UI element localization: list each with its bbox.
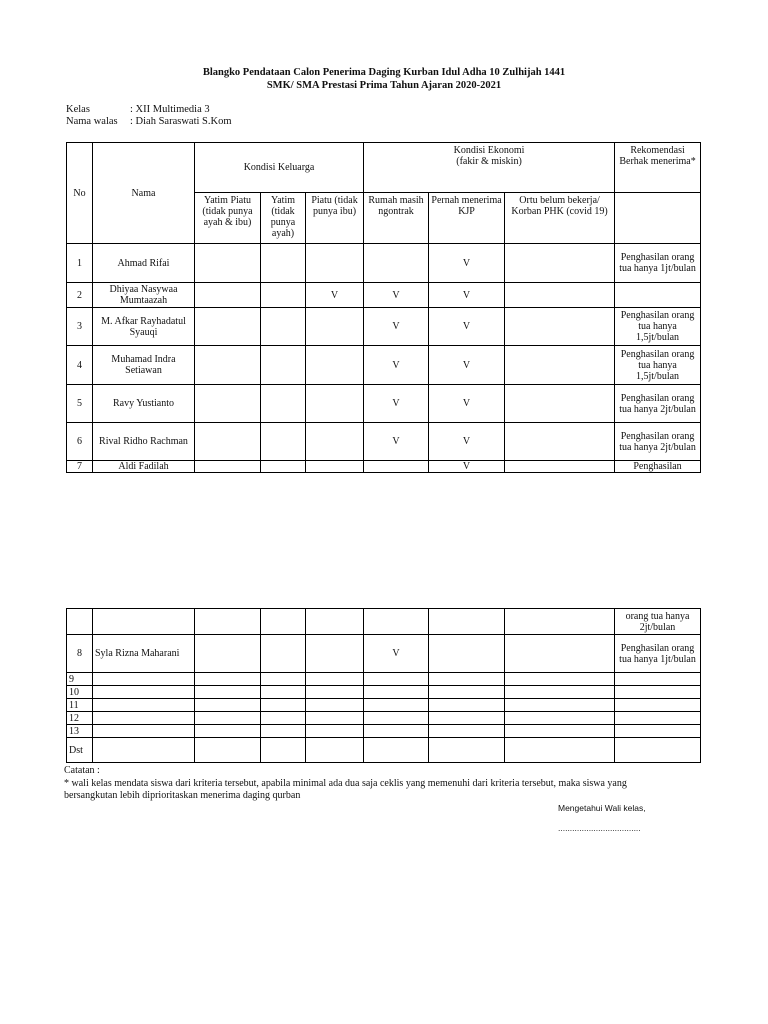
kelas-label: Kelas [66,104,90,115]
walas-value: : Diah Saraswati S.Kom [130,116,232,127]
row-rekomendasi: Penghasilan orang tua hanya 2jt/bulan [615,423,701,461]
row-kjp [429,699,505,712]
table-row [67,699,701,712]
header-rekomendasi: Rekomendasi Berhak menerima* [615,143,701,193]
row-ortu [505,283,615,308]
row-nama: Ravy Yustianto [93,385,195,423]
row-no: 1 [67,244,93,283]
row-ortu [505,423,615,461]
row-ortu [505,699,615,712]
table-row-continued [67,609,701,635]
row-yatim [261,346,306,385]
row-piatu [306,673,364,686]
row-rekomendasi: Penghasilan orang tua hanya 1,5jt/bulan [615,308,701,346]
header-no: No [67,143,93,244]
row-yatim-piatu [195,699,261,712]
row-yatim [261,283,306,308]
header-kondisi-ekonomi-line1: Kondisi Ekonomi [453,145,525,156]
row-no: 3 [67,308,93,346]
row-yatim-piatu [195,308,261,346]
page1-rows [67,244,701,473]
row-rumah: V [364,308,429,346]
table-row [67,346,701,385]
row-yatim-piatu [195,385,261,423]
row-yatim [261,244,306,283]
row-kjp [429,738,505,763]
row-yatim-piatu [195,635,261,673]
row-nama [93,712,195,725]
row-nama: Syla Rizna Maharani [93,635,195,673]
row-ortu [505,461,615,473]
row-piatu [306,423,364,461]
row-kjp: V [429,461,505,473]
header-nama: Nama [93,143,195,244]
row-yatim-piatu [195,423,261,461]
row-rekomendasi [615,699,701,712]
row-piatu [306,244,364,283]
row-rekomendasi [615,738,701,763]
row-yatim [261,738,306,763]
table-row [67,423,701,461]
header-kondisi-ekonomi-line2: (fakir & miskin) [456,156,522,167]
row-yatim-piatu [195,244,261,283]
row-kjp: V [429,283,505,308]
rekomendasi-cell-continued: orang tua hanya 2jt/bulan [615,609,701,635]
row-rumah: V [364,635,429,673]
notes-text-line2: bersangkutan lebih diprioritaskan menerima daging qurban [64,790,301,801]
row-no: 4 [67,346,93,385]
row-nama: Aldi Fadilah [93,461,195,473]
row-piatu [306,686,364,699]
row-kjp: V [429,308,505,346]
table-row [67,635,701,673]
row-ortu [505,308,615,346]
kelas-value: : XII Multimedia 3 [130,104,210,115]
table-row [67,725,701,738]
row-rumah: V [364,346,429,385]
row-yatim [261,635,306,673]
table-row [67,461,701,473]
row-nama [93,699,195,712]
doc-title-line2: SMK/ SMA Prestasi Prima Tahun Ajaran 2020-2021 [266,80,502,91]
row-nama [93,673,195,686]
row-yatim [261,712,306,725]
header-kjp: Pernah menerima KJP [429,193,505,244]
row-rumah: V [364,283,429,308]
row-rekomendasi [615,712,701,725]
row-rekomendasi: Penghasilan orang tua hanya 2jt/bulan [615,385,701,423]
row-ortu [505,738,615,763]
row-yatim [261,725,306,738]
row-rumah [364,461,429,473]
row-ortu [505,385,615,423]
row-rumah [364,244,429,283]
row-nama [93,738,195,763]
row-no: 11 [67,699,93,712]
header-rek-blank [615,193,701,244]
recipient-table-page2 [66,608,701,763]
row-yatim-piatu [195,738,261,763]
row-ortu [505,635,615,673]
row-ortu [505,673,615,686]
row-kjp: V [429,244,505,283]
row-rekomendasi: Penghasilan [615,461,701,473]
row-yatim [261,423,306,461]
row-nama: M. Afkar Rayhadatul Syauqi [93,308,195,346]
row-yatim-piatu [195,712,261,725]
row-yatim-piatu [195,346,261,385]
row-nama [93,725,195,738]
row-nama: Rival Ridho Rachman [93,423,195,461]
header-kondisi-keluarga: Kondisi Keluarga [195,143,364,193]
table-row [67,244,701,283]
table-row [67,673,701,686]
row-no: 5 [67,385,93,423]
header-rumah: Rumah masih ngontrak [364,193,429,244]
row-rumah [364,712,429,725]
row-no: 13 [67,725,93,738]
row-piatu [306,461,364,473]
row-ortu [505,244,615,283]
header-piatu: Piatu (tidak punya ibu) [306,193,364,244]
signature-label: Mengetahui Wali kelas, [558,803,646,813]
row-kjp [429,686,505,699]
table-row [67,385,701,423]
row-piatu [306,725,364,738]
row-piatu [306,712,364,725]
table-row [67,738,701,763]
row-no: 8 [67,635,93,673]
row-rekomendasi [615,686,701,699]
row-rekomendasi [615,673,701,686]
row-kjp [429,725,505,738]
row-rekomendasi [615,283,701,308]
row-ortu [505,712,615,725]
row-rumah [364,699,429,712]
row-ortu [505,725,615,738]
row-yatim-piatu [195,283,261,308]
row-nama: Muhamad Indra Setiawan [93,346,195,385]
row-kjp [429,673,505,686]
row-no: 7 [67,461,93,473]
row-yatim [261,673,306,686]
signature-line: ................................... [558,823,641,833]
header-yatim-piatu: Yatim Piatu (tidak punya ayah & ibu) [195,193,261,244]
table-row [67,283,701,308]
row-nama [93,686,195,699]
row-yatim [261,461,306,473]
row-rekomendasi: Penghasilan orang tua hanya 1,5jt/bulan [615,346,701,385]
row-ortu [505,346,615,385]
row-no: 9 [67,673,93,686]
notes-text-line1: * wali kelas mendata siswa dari kriteria tersebut, apabila minimal ada dua saja ceklis yang memenuhi dari kriteria tersebut, maka siswa yang [64,778,627,789]
table-row [67,686,701,699]
row-yatim-piatu [195,725,261,738]
row-no: 12 [67,712,93,725]
row-yatim [261,308,306,346]
row-yatim [261,686,306,699]
row-rekomendasi: Penghasilan orang tua hanya 1jt/bulan [615,635,701,673]
row-kjp: V [429,346,505,385]
row-rumah [364,725,429,738]
row-rumah [364,673,429,686]
row-nama: Dhiyaa Nasywaa Mumtaazah [93,283,195,308]
row-no: 10 [67,686,93,699]
header-kondisi-ekonomi [364,143,615,193]
row-rumah: V [364,423,429,461]
row-kjp: V [429,385,505,423]
row-kjp [429,712,505,725]
row-yatim [261,699,306,712]
walas-label: Nama walas [66,116,118,127]
table-row [67,308,701,346]
row-rekomendasi [615,725,701,738]
header-ortu: Ortu belum bekerja/ Korban PHK (covid 19) [505,193,615,244]
row-yatim-piatu [195,461,261,473]
row-piatu [306,738,364,763]
doc-title-line1: Blangko Pendataan Calon Penerima Daging Kurban Idul Adha 10 Zulhijah 1441 [202,67,566,78]
row-piatu [306,635,364,673]
row-yatim-piatu [195,673,261,686]
row-rekomendasi: Penghasilan orang tua hanya 1jt/bulan [615,244,701,283]
row-piatu: V [306,283,364,308]
row-yatim [261,385,306,423]
row-rumah [364,738,429,763]
recipient-table-page1 [66,142,701,473]
row-kjp [429,635,505,673]
row-piatu [306,308,364,346]
table-row [67,712,701,725]
row-yatim-piatu [195,686,261,699]
row-no: Dst [67,738,93,763]
row-piatu [306,346,364,385]
row-ortu [505,686,615,699]
row-piatu [306,385,364,423]
row-kjp: V [429,423,505,461]
row-no: 2 [67,283,93,308]
row-piatu [306,699,364,712]
row-rumah [364,686,429,699]
row-no: 6 [67,423,93,461]
page2-rows [67,635,701,763]
header-yatim: Yatim (tidak punya ayah) [261,193,306,244]
notes-label: Catatan : [64,765,100,776]
row-nama: Ahmad Rifai [93,244,195,283]
row-rumah: V [364,385,429,423]
